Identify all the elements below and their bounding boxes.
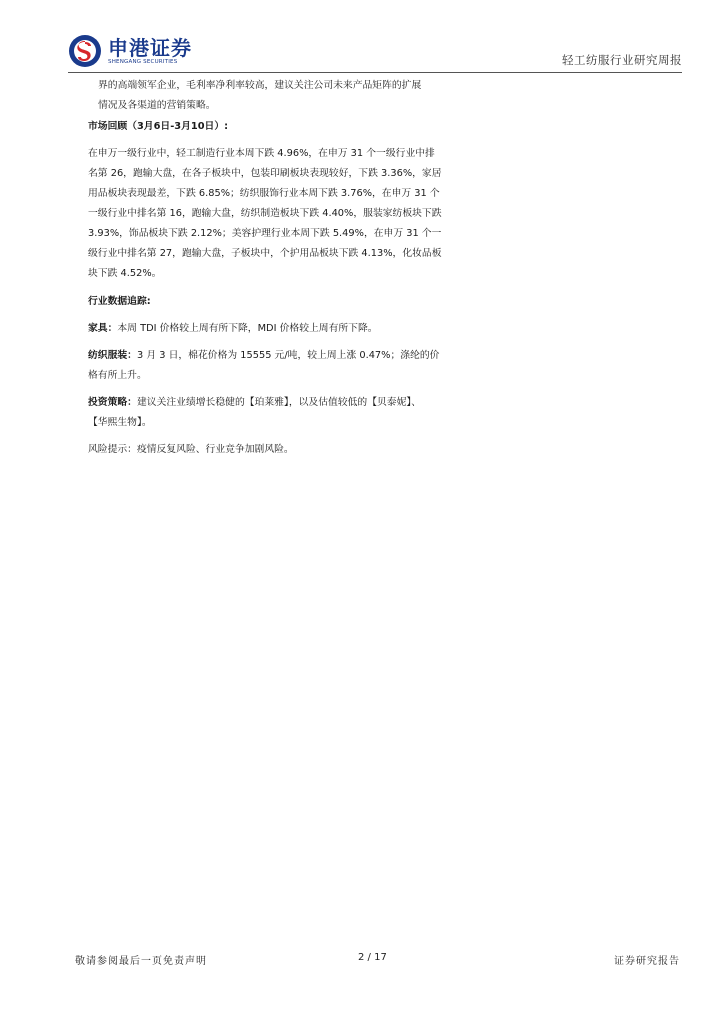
shengang-logo-icon [68, 34, 102, 68]
paragraph-line: 【华熙生物】。 [88, 417, 152, 428]
report-title: 轻工纺服行业研究周报 [562, 53, 682, 67]
textile-label: 纺织服装： [88, 350, 137, 361]
paragraph-line: 用品板块表现最差，下跌 6.85%；纺织服饰行业本周下跌 3.76%，在申万 31 个 [88, 188, 440, 199]
risk-warning: 风险提示：疫情反复风险、行业竞争加剧风险。 [88, 444, 294, 455]
page-number: 2 / 17 [358, 952, 387, 963]
strategy-paragraph [88, 393, 472, 433]
disclaimer-note: 敬请参阅最后一页免责声明 [75, 956, 207, 967]
paragraph-line: 级行业中排名第 27，跑输大盘，子板块中，个护用品板块下跌 4.13%，化妆品板 [88, 248, 442, 259]
report-body [88, 76, 472, 460]
furniture-paragraph [88, 319, 472, 339]
strategy-text: 建议关注业绩增长稳健的【珀莱雅】，以及估值较低的【贝泰妮】、 [136, 397, 422, 408]
market-review-heading: 市场回顾（3月6日-3月10日）: [88, 121, 229, 132]
paragraph-line: 在申万一级行业中，轻工制造行业本周下跌 4.96%，在申万 31 个一级行业中排 [88, 148, 435, 159]
furniture-text: 本周 TDI 价格较上周有所下降，MDI 价格较上周有所下降。 [117, 323, 378, 334]
paragraph-line: 一级行业中排名第 16，跑输大盘，纺织制造板块下跌 4.40%，服装家纺板块下跌 [88, 208, 442, 219]
paragraph-line: 名第 26，跑输大盘，在各子板块中，包装印刷板块表现较好，下跌 3.36%，家居 [88, 168, 442, 179]
continued-line: 界的高端领军企业，毛利率净利率较高，建议关注公司未来产品矩阵的扩展 [98, 80, 422, 91]
paragraph-line: 3.93%，饰品板块下跌 2.12%；美容护理行业本周下跌 5.49%，在申万 31 个一 [88, 228, 442, 239]
textile-paragraph [88, 346, 472, 386]
page-footer [75, 952, 680, 968]
industry-data-heading: 行业数据追踪: [88, 296, 151, 307]
company-logo [68, 34, 192, 68]
paragraph-line: 格有所上升。 [88, 370, 147, 381]
logo-chinese-text: 申港证券 [108, 35, 192, 60]
header-divider [68, 72, 682, 73]
textile-text: 3 月 3 日，棉花价格为 15555 元/吨，较上周上涨 0.47%；涤纶的价 [136, 350, 440, 361]
document-type: 证券研究报告 [614, 956, 680, 967]
logo-english-text: SHENGANG SECURITIES [108, 58, 178, 65]
market-review-paragraph [88, 144, 472, 284]
furniture-label: 家具： [88, 323, 118, 334]
page-header [68, 30, 682, 72]
strategy-label: 投资策略： [88, 397, 137, 408]
continued-line: 情况及各渠道的营销策略。 [98, 100, 216, 111]
paragraph-line: 块下跌 4.52%。 [88, 268, 162, 279]
